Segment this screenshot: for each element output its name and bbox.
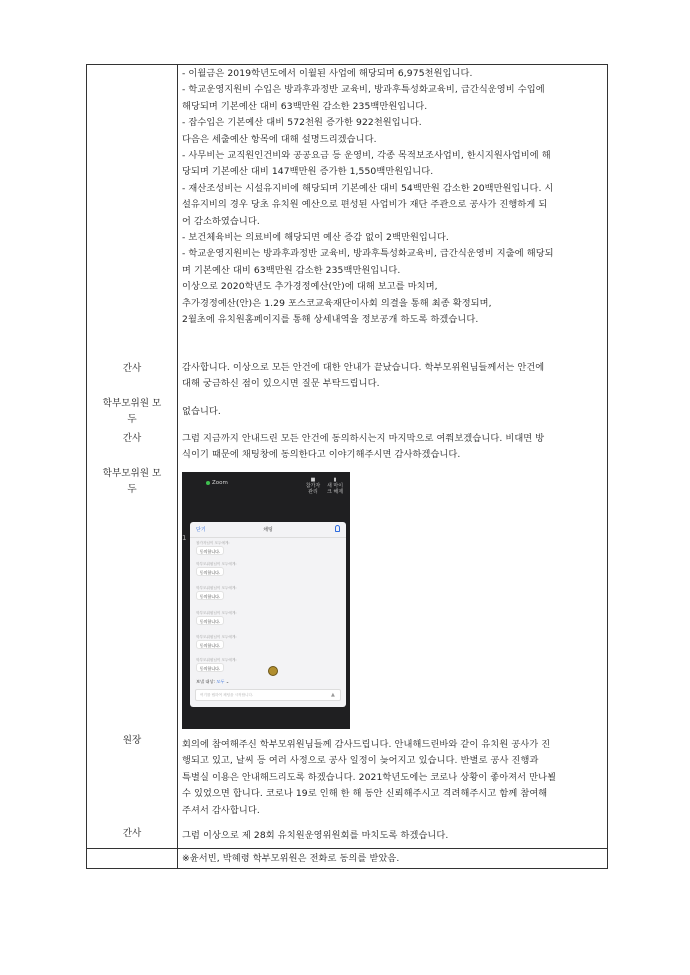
text-line: - 재산조성비는 시설유지비에 해당되며 기본예산 대비 54백만원 감소한 20백만원입니다. 시 bbox=[182, 182, 554, 194]
text-line: - 이월금은 2019학년도에서 이월된 사업에 해당되며 6,975천원입니다. bbox=[182, 68, 473, 79]
background-mark: 1 bbox=[182, 534, 187, 542]
text-line: - 사무비는 교직원인건비와 공공요금 등 운영비, 각종 목적보조사업비, 한시지원사업비에 해 bbox=[182, 150, 551, 162]
speech-text bbox=[182, 431, 602, 464]
text-line: - 학교운영지원비는 방과후과정반 교육비, 방과후특성화교육비, 급간식운영비 지출에 해당되 bbox=[182, 248, 554, 260]
message-bubble: 동의합니다. bbox=[196, 663, 224, 672]
chat-header bbox=[190, 522, 346, 538]
message-sender: 학부모위원님이 모두에게: bbox=[196, 611, 237, 615]
text-line: - 잡수입은 기본예산 대비 572천원 증가한 922천원입니다. bbox=[182, 117, 422, 129]
text-line: 그럼 이상으로 제 28회 유치원운영위원회를 마치도록 하겠습니다. bbox=[182, 830, 449, 841]
mic-icon: ▮ 새 마이크 해제 bbox=[326, 477, 344, 495]
chat-title: 채팅 bbox=[263, 527, 273, 533]
send-icon: ▲ bbox=[331, 692, 335, 698]
text-line: 2월초에 유치원홈페이지를 통해 상세내역을 정보공개 하도록 하겠습니다. bbox=[182, 314, 479, 326]
text-line: 며 기본예산 대비 63백만원 감소한 235백만원입니다. bbox=[182, 264, 401, 276]
zoom-top-bar bbox=[182, 472, 350, 496]
text-line: 추가경정예산(안)은 1.29 포스코교육재단이사회 의결을 통해 최종 확정되며, bbox=[182, 297, 492, 309]
text-line: 어 감소하였습니다. bbox=[182, 215, 260, 227]
message-sender: 학부모위원님이 모두에게: bbox=[196, 586, 237, 590]
text-line: 그럼 지금까지 안내드린 모든 안건에 동의하시는지 마지막으로 여쭤보겠습니다. 비대면 방 bbox=[182, 433, 545, 444]
connection-icon bbox=[206, 481, 210, 485]
speaker-label: 간사 bbox=[122, 363, 142, 374]
text-line: 특별실 이용은 안내해드리도록 하겠습니다. 2021학년도에는 코로나 상황이 좋아져서 만나뵐 bbox=[182, 771, 557, 783]
text-line: 대해 궁금하신 점이 있으시면 질문 부탁드립니다. bbox=[182, 378, 380, 390]
text-line: - 학교운영지원비 수입은 방과후과정반 교육비, 방과후특성화교육비, 급간식운영비 수입에 bbox=[182, 84, 545, 96]
message-sender: 학부모위원님이 모두에게: bbox=[196, 635, 237, 639]
budget-report-text bbox=[182, 66, 602, 329]
message-sender: 참가자님이 모두에게: bbox=[196, 541, 230, 545]
text-line: 당되며 기본예산 대비 147백만원 증가한 1,550백만원입니다. bbox=[182, 166, 434, 178]
chat-close-button: 닫기 bbox=[196, 527, 206, 533]
notification-icon bbox=[335, 525, 340, 532]
speech-text bbox=[182, 828, 602, 844]
text-line: 감사합니다. 이상으로 모든 안건에 대한 안내가 끝났습니다. 학부모위원님들께서는 안건에 bbox=[182, 362, 545, 373]
zoom-chat-screenshot bbox=[182, 472, 350, 729]
message-bubble: 동의합니다. bbox=[196, 616, 224, 625]
text-line: 수 있었으면 합니다. 코로나 19로 인해 한 해 동안 신뢰해주시고 격려해주시고 함께 참여해 bbox=[182, 788, 548, 800]
text-line: 없습니다. bbox=[182, 406, 221, 417]
speaker-label: 학부모위원 모두 bbox=[102, 468, 162, 495]
text-line: 다음은 세출예산 항목에 대해 설명드리겠습니다. bbox=[182, 133, 377, 145]
text-line: 회의에 참여해주신 학부모위원님들께 감사드립니다. 안내해드린바와 같이 유치원 공사가 진 bbox=[182, 739, 551, 750]
send-to-value: 모두 bbox=[216, 679, 225, 684]
message-bubble: 동의합니다. bbox=[196, 640, 224, 649]
text-line: 해당되며 기본예산 대비 63백만원 감소한 235백만원입니다. bbox=[182, 100, 428, 112]
speech-text bbox=[182, 737, 602, 819]
column-divider bbox=[177, 64, 178, 869]
text-line: 설유지비의 경우 당초 유치원 예산으로 편성된 사업비가 재단 주관으로 공사가 진행하게 되 bbox=[182, 199, 548, 211]
chat-panel bbox=[190, 522, 346, 707]
chat-input-placeholder: 여기를 탭하여 채팅을 시작합니다. bbox=[200, 693, 254, 697]
message-bubble: 동의합니다. bbox=[196, 567, 224, 576]
text-line: - 보건체육비는 의료비에 해당되면 예산 증감 없이 2백만원입니다. bbox=[182, 232, 449, 244]
footer-divider bbox=[86, 848, 608, 849]
message-bubble: 동의합니다. bbox=[196, 591, 224, 600]
chat-input bbox=[195, 689, 341, 701]
speaker-label: 학부모위원 모두 bbox=[102, 398, 162, 425]
speaker-label: 간사 bbox=[122, 828, 142, 839]
speaker-label: 간사 bbox=[122, 433, 142, 444]
send-to-selector: 보낼 대상: 모두 ⌄ bbox=[196, 679, 230, 684]
message-bubble: 동의합니다. bbox=[196, 546, 224, 555]
touch-indicator-icon bbox=[268, 666, 278, 676]
participants-icon: ■ 참가자 관리 bbox=[305, 477, 321, 495]
text-line: 주셔서 감사합니다. bbox=[182, 804, 260, 816]
mic-label: 새 마이크 해제 bbox=[326, 483, 344, 495]
text-line: 이상으로 2020학년도 추가경정예산(안)에 대해 보고를 마치며, bbox=[182, 281, 438, 293]
send-to-label: 보낼 대상: bbox=[196, 679, 215, 684]
participants-label: 참가자 관리 bbox=[305, 483, 321, 495]
message-sender: 학부모위원님이 모두에게: bbox=[196, 658, 237, 662]
speech-text bbox=[182, 360, 602, 393]
text-line: 식이기 때문에 채팅창에 동의한다고 이야기해주시면 감사하겠습니다. bbox=[182, 449, 461, 461]
footer-note bbox=[182, 851, 602, 867]
speech-text bbox=[182, 404, 602, 420]
message-sender: 학부모위원님이 모두에게: bbox=[196, 562, 237, 566]
speaker-label: 원장 bbox=[122, 735, 142, 746]
text-line: ※윤서빈, 박혜령 학부모위원은 전화로 동의를 받았음. bbox=[182, 853, 400, 864]
text-line: 행되고 있고, 날씨 등 여러 사정으로 공사 일정이 늦어지고 있습니다. 반별로 공사 진행과 bbox=[182, 755, 539, 767]
zoom-app-label: Zoom bbox=[212, 480, 228, 486]
